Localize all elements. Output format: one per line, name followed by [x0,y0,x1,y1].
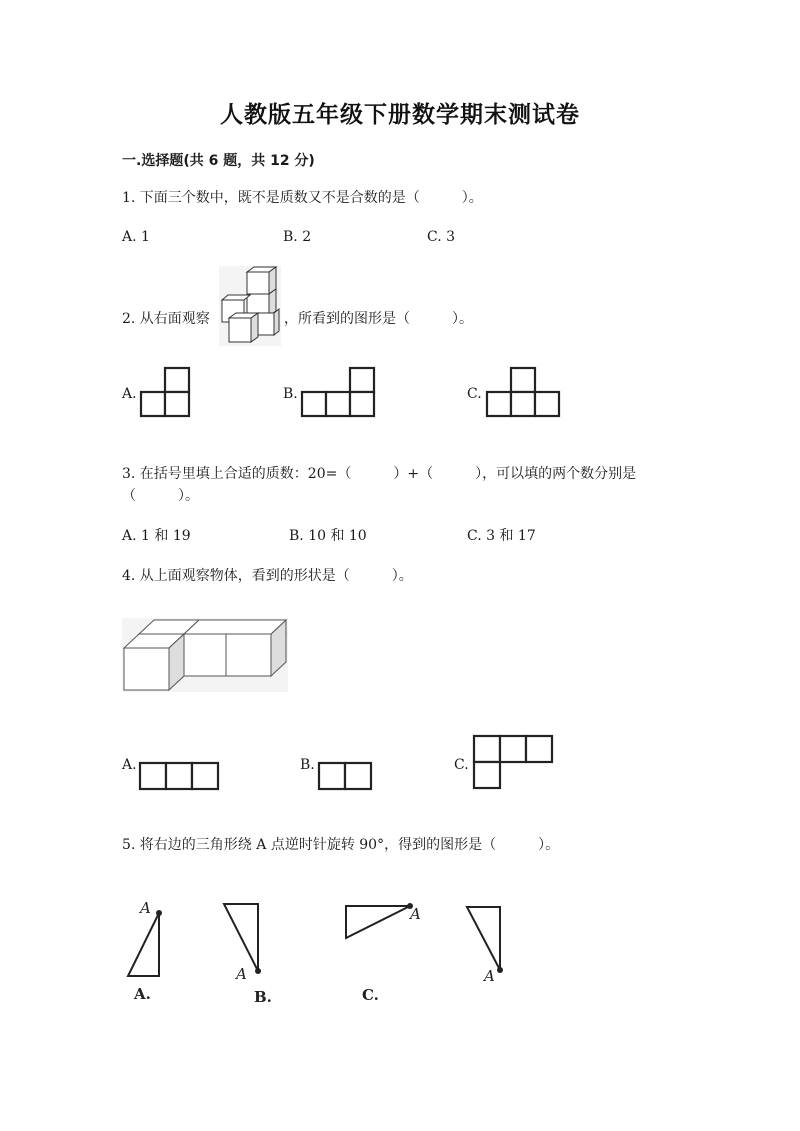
question-4-object-figure [122,618,288,692]
question-5-stem: 5. 将右边的三角形绕 A 点逆时针旋转 90°，得到的图形是（ ）。 [122,837,560,853]
question-5-option-b-triangle [220,895,280,1010]
question-4-option-a-shape [139,762,221,792]
question-5-option-c-triangle [340,895,430,1010]
question-4-stem: 4. 从上面观察物体，看到的形状是（ ）。 [122,568,413,584]
question-1-stem: 1. 下面三个数中，既不是质数又不是合数的是（ ）。 [122,190,483,206]
question-4-option-a: A. [122,757,137,773]
question-5-option-c: C. [362,986,379,1004]
question-4-option-c-shape [473,735,555,791]
question-3-option-a: A. 1 和 19 [122,528,191,544]
question-1-option-a: A. 1 [122,229,150,245]
question-2-option-a-shape [140,367,192,419]
question-2-stem-start: 2. 从右面观察 [122,311,210,327]
page-title: 人教版五年级下册数学期末测试卷 [220,102,580,128]
section-heading: 一.选择题(共 6 题，共 12 分) [122,153,315,169]
question-5-option-a: A. [134,985,151,1003]
question-4-option-c: C. [454,757,469,773]
question-2-stem-end: ，所看到的图形是（ ）。 [284,311,473,327]
question-2-option-a: A. [122,386,137,402]
question-5-original-triangle [460,895,520,995]
question-2-option-b-shape [301,367,377,419]
question-2-option-b: B. [283,386,298,402]
question-5-option-b-point-label: A [236,965,247,983]
question-3-stem-line-1: 3. 在括号里填上合适的质数：20=（ ）+（ ），可以填的两个数分别是 [122,466,637,482]
question-2-cube-figure [219,266,281,346]
question-1-option-c: C. 3 [427,229,456,245]
question-5-option-a-point-label: A [140,899,151,917]
question-5-option-a-triangle [120,895,180,1010]
question-3-stem-line-2: （ ）。 [122,488,199,504]
question-3-option-b: B. 10 和 10 [289,528,367,544]
question-1-option-b: B. 2 [283,229,312,245]
question-4-option-b-shape [318,762,374,792]
question-5-option-c-point-label: A [410,905,421,923]
question-5-original-point-label: A [484,967,495,985]
question-4-option-b: B. [300,757,315,773]
question-5-option-b: B. [254,988,272,1006]
question-2-option-c: C. [467,386,482,402]
question-3-option-c: C. 3 和 17 [467,528,536,544]
question-2-option-c-shape [486,367,562,419]
